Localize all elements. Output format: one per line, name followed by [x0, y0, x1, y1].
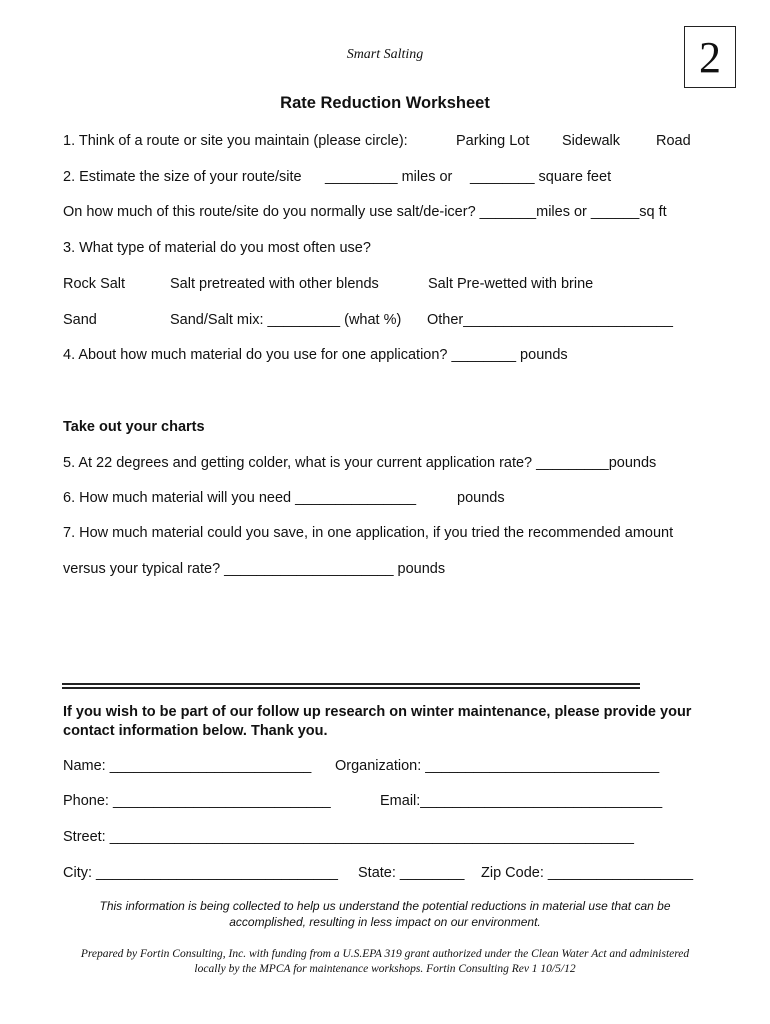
- route-square-feet-field[interactable]: ________ square feet: [470, 169, 612, 185]
- credit-line-text: Prepared by Fortin Consulting, Inc. with funding from a U.S.EPA 319 grant authorized under the Clean Water Act and administered locally by the MPCA for maintenance workshops. Fortin Consulting Rev 1 10/5/12: [80, 948, 690, 975]
- route-miles-field[interactable]: _________ miles or: [325, 169, 453, 185]
- question-2b[interactable]: On how much of this route/site do you normally use salt/de-icer? _______miles or ______sq ft: [63, 204, 667, 220]
- question-7-line-1: 7. How much material could you save, in one application, if you tried the recommended amount: [63, 525, 674, 541]
- email-field[interactable]: Email:______________________________: [380, 793, 663, 809]
- material-salt-pretreated[interactable]: Salt pretreated with other blends: [170, 276, 379, 292]
- section-divider: [62, 683, 640, 689]
- question-1: 1. Think of a route or site you maintain (please circle):: [63, 133, 408, 149]
- material-sand-salt-mix[interactable]: Sand/Salt mix: _________ (what %): [170, 312, 402, 328]
- question-5[interactable]: 5. At 22 degrees and getting colder, what is your current application rate? _________pounds: [63, 455, 657, 471]
- question-6[interactable]: 6. How much material will you need _______________: [63, 490, 417, 506]
- header-subtitle: Smart Salting: [346, 47, 424, 62]
- collection-note: [0, 898, 770, 930]
- page-number-box: 2: [684, 26, 736, 88]
- name-field[interactable]: Name: _________________________: [63, 758, 312, 774]
- credit-line: [0, 947, 770, 977]
- option-sidewalk[interactable]: Sidewalk: [562, 133, 621, 149]
- city-field[interactable]: City: ______________________________: [63, 865, 338, 881]
- question-2: 2. Estimate the size of your route/site: [63, 169, 302, 185]
- question-3: 3. What type of material do you most often use?: [63, 240, 371, 256]
- state-field[interactable]: State: ________: [358, 865, 465, 881]
- contact-heading: If you wish to be part of our follow up research on winter maintenance, please provide your contact information below. Thank you.: [63, 704, 692, 739]
- phone-field[interactable]: Phone: ___________________________: [63, 793, 331, 809]
- material-other[interactable]: Other__________________________: [427, 312, 673, 328]
- material-rock-salt[interactable]: Rock Salt: [63, 276, 126, 292]
- charts-heading: Take out your charts: [63, 419, 205, 435]
- organization-field[interactable]: Organization: _____________________________: [335, 758, 660, 774]
- material-sand[interactable]: Sand: [63, 312, 97, 328]
- question-6-unit: pounds: [457, 490, 505, 506]
- zip-code-field[interactable]: Zip Code: __________________: [481, 865, 694, 881]
- collection-note-text: This information is being collected to help us understand the potential reductions in material use that can be accomplished, resulting in less impact on our environment.: [99, 899, 671, 929]
- option-road[interactable]: Road: [656, 133, 691, 149]
- street-field[interactable]: Street: _________________________________________________________________: [63, 829, 634, 845]
- option-parking-lot[interactable]: Parking Lot: [456, 133, 530, 149]
- question-7-line-2[interactable]: versus your typical rate? _____________________ pounds: [63, 561, 446, 577]
- material-salt-prewetted[interactable]: Salt Pre-wetted with brine: [428, 276, 594, 292]
- page-title: Rate Reduction Worksheet: [280, 94, 490, 112]
- question-4[interactable]: 4. About how much material do you use for one application? ________ pounds: [63, 347, 568, 363]
